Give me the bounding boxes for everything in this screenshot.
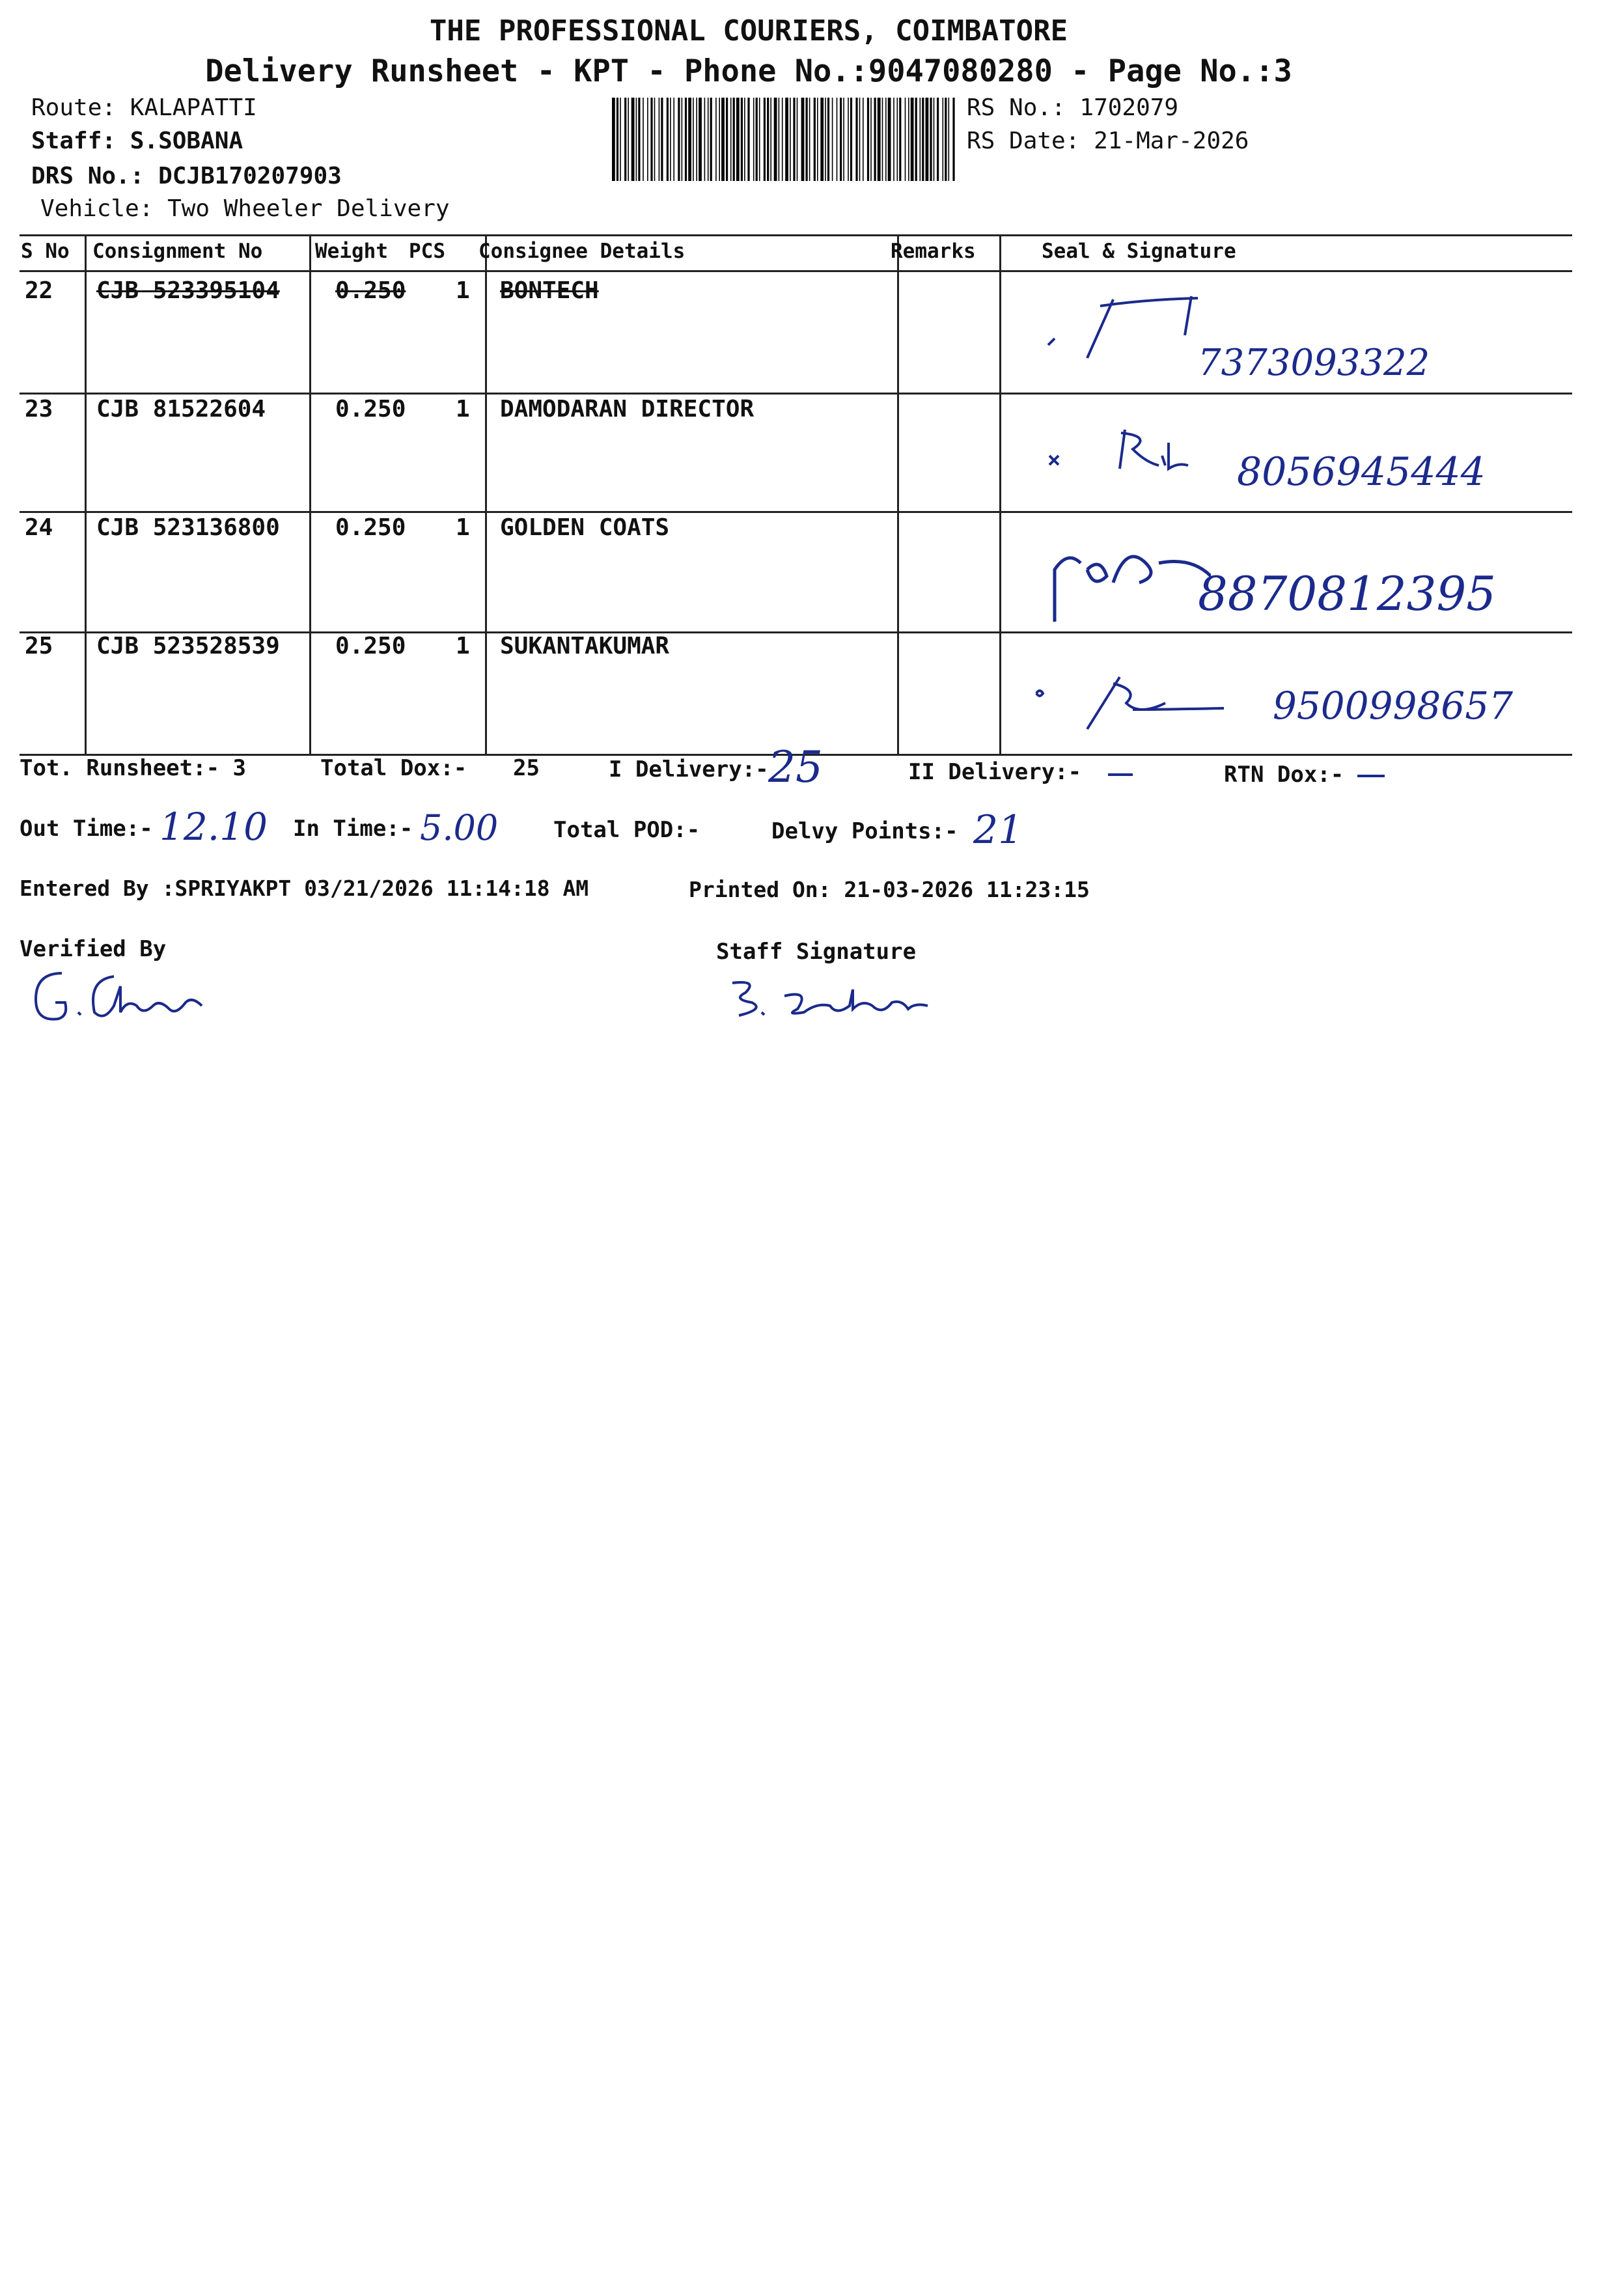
cell-consignee: DAMODARAN DIRECTOR	[500, 396, 755, 422]
vehicle-line: Vehicle: Two Wheeler Delivery	[40, 195, 450, 222]
col-header-weight: Weight	[315, 240, 388, 263]
signature-scribble	[1042, 417, 1224, 488]
rtn-dox-label: RTN Dox:-	[1224, 762, 1344, 788]
delvy-points-value: 21	[973, 807, 1023, 853]
cell-weight: 0.250	[335, 514, 406, 541]
col-header-consignee: Consignee Details	[478, 240, 686, 263]
ii-delivery-dash	[1108, 773, 1133, 776]
col-header-pcs: PCS	[409, 240, 445, 263]
cell-consignee: SUKANTAKUMAR	[500, 633, 670, 659]
column-divider	[309, 234, 311, 755]
rs-date: RS Date: 21-Mar-2026	[967, 128, 1249, 154]
signature-scribble	[1029, 664, 1243, 736]
handwritten-phone: 9500998657	[1273, 684, 1514, 728]
cell-consignee: GOLDEN COATS	[500, 514, 670, 541]
col-header-remarks: Remarks	[891, 240, 976, 263]
i-delivery-value: 25	[768, 742, 823, 792]
cell-consignment: CJB 523528539	[96, 633, 280, 659]
document-subtitle: Delivery Runsheet - KPT - Phone No.:9047080280 - Page No.:3	[205, 53, 1292, 89]
table-top-border	[20, 234, 1572, 236]
total-dox-value: 25	[513, 755, 540, 781]
in-time-label: In Time:-	[293, 816, 413, 842]
handwritten-phone: 8870812395	[1198, 566, 1497, 621]
rs-number: RS No.: 1702079	[967, 94, 1179, 121]
drs-label: DRS No.:	[31, 163, 145, 189]
cell-weight: 0.250	[335, 396, 406, 422]
column-divider	[897, 234, 899, 755]
col-header-sno: S No	[21, 240, 70, 263]
col-header-seal: Seal & Signature	[1042, 240, 1236, 263]
total-runsheet: Tot. Runsheet:- 3	[20, 755, 246, 781]
handwritten-phone: 7373093322	[1198, 342, 1430, 384]
cell-pcs: 1	[456, 396, 470, 422]
route-value: KALAPATTI	[130, 94, 257, 121]
handwritten-phone: 8056945444	[1237, 449, 1486, 495]
staff-line	[31, 128, 243, 154]
cell-pcs: 1	[456, 277, 470, 304]
delvy-points-label: Delvy Points:-	[771, 818, 958, 844]
cell-sno: 25	[25, 633, 53, 659]
signature-scribble	[1042, 544, 1211, 628]
cell-weight: 0.250	[335, 277, 406, 304]
staff-label: Staff:	[31, 128, 117, 154]
staff-signature-label: Staff Signature	[716, 939, 917, 965]
cell-consignment: CJB 523395104	[96, 277, 280, 304]
entered-by: Entered By :SPRIYAKPT 03/21/2026 11:14:18 AM	[20, 876, 589, 901]
cell-consignment: CJB 523136800	[96, 514, 280, 541]
ii-delivery-label: II Delivery:-	[908, 759, 1082, 785]
drs-line	[31, 163, 342, 189]
in-time-value: 5.00	[420, 807, 499, 848]
cell-sno: 24	[25, 514, 53, 541]
column-divider	[999, 234, 1001, 755]
route-label: Route:	[31, 94, 117, 121]
row-divider	[20, 393, 1572, 394]
total-dox-label: Total Dox:-	[320, 755, 467, 781]
staff-value: S.SOBANA	[130, 128, 243, 154]
out-time-value: 12.10	[159, 805, 268, 849]
cell-pcs: 1	[456, 633, 470, 659]
document-title: THE PROFESSIONAL COURIERS, COIMBATORE	[429, 14, 1068, 48]
barcode	[611, 98, 956, 181]
column-divider	[85, 234, 87, 755]
staff-signature-scribble	[719, 970, 941, 1029]
verified-signature	[29, 960, 218, 1032]
cell-consignee: BONTECH	[500, 277, 599, 304]
i-delivery-label: I Delivery:-	[609, 756, 769, 782]
cell-weight: 0.250	[335, 633, 406, 659]
drs-value: DCJB170207903	[158, 163, 342, 189]
row-divider	[20, 511, 1572, 513]
cell-pcs: 1	[456, 514, 470, 541]
route-line	[31, 94, 257, 121]
printed-on: Printed On: 21-03-2026 11:23:15	[689, 877, 1090, 902]
total-pod-label: Total POD:-	[553, 817, 700, 843]
col-header-consignment: Consignment No	[92, 240, 263, 263]
cell-sno: 22	[25, 277, 53, 304]
column-divider	[485, 234, 487, 755]
rtn-dox-dash	[1357, 775, 1385, 777]
out-time-label: Out Time:-	[20, 816, 153, 842]
verified-by-label: Verified By	[20, 936, 167, 962]
cell-consignment: CJB 81522604	[96, 396, 266, 422]
table-header-border	[20, 270, 1572, 272]
cell-sno: 23	[25, 396, 53, 422]
